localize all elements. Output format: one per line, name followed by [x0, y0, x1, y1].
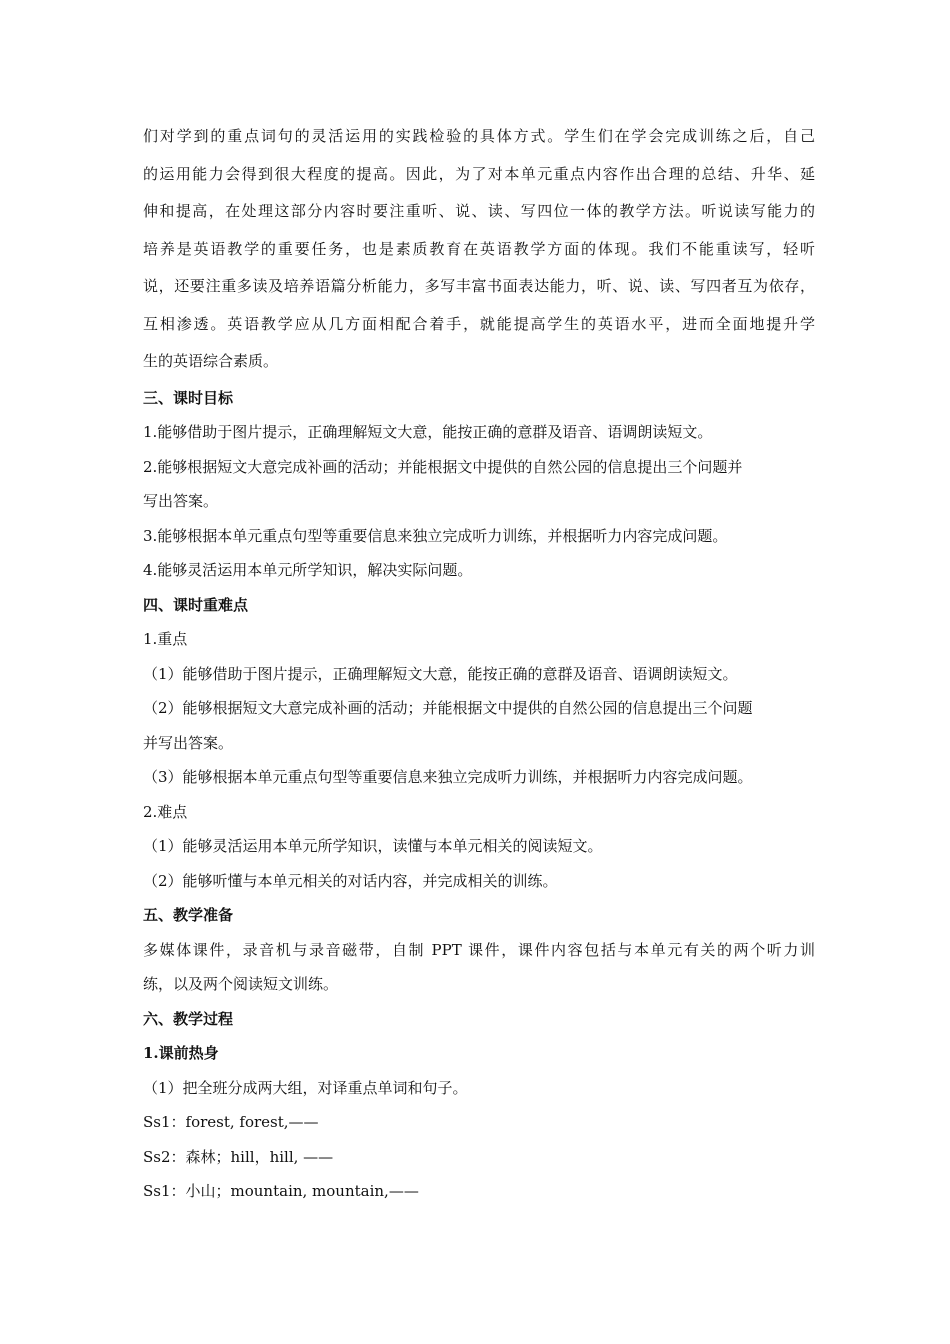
paragraph-line: 生的英语综合素质。 [143, 352, 279, 370]
difficult-points-label: 2.难点 [143, 802, 188, 821]
sub-heading: 1.课前热身 [143, 1044, 219, 1062]
section-objectives [143, 381, 815, 588]
section-preparation [143, 898, 815, 1002]
section-heading: 五、教学准备 [143, 906, 234, 924]
difficult-point-item: （2）能够听懂与本单元相关的对话内容，并完成相关的训练。 [143, 871, 558, 890]
section-heading: 三、课时目标 [143, 388, 234, 407]
preparation-line: 多媒体课件，录音机与录音磁带，自制 PPT 课件，课件内容包括与本单元有关的两个听力训 [143, 940, 815, 959]
section-heading: 六、教学过程 [143, 1009, 234, 1028]
paragraph-line: 伸和提高，在处理这部分内容时要注重听、说、读、写四位一体的教学方法。听说读写能力的 [143, 202, 815, 220]
objective-item: 1.能够借助于图片提示，正确理解短文大意，能按正确的意群及语音、语调朗读短文。 [143, 423, 713, 441]
key-point-item: （3）能够根据本单元重点句型等重要信息来独立完成听力训练，并根据听力内容完成问题。 [143, 768, 753, 786]
paragraph-line: 们对学到的重点词句的灵活运用的实践检验的具体方式。学生们在学会完成训练之后，自己 [143, 127, 815, 145]
section-heading: 四、课时重难点 [143, 595, 249, 614]
preparation-line: 练，以及两个阅读短文训练。 [143, 975, 339, 993]
objective-item: 4.能够灵活运用本单元所学知识，解决实际问题。 [143, 561, 473, 579]
paragraph-line: 互相渗透。英语教学应从几方面相配合着手，就能提高学生的英语水平，进而全面地提升学 [143, 314, 815, 333]
key-point-item: 并写出答案。 [143, 733, 234, 752]
key-point-item: （1）能够借助于图片提示，正确理解短文大意，能按正确的意群及语音、语调朗读短文。 [143, 664, 738, 683]
section-key-points [143, 588, 815, 899]
process-line: Ss2：森林；hill，hill, —— [143, 1147, 334, 1166]
section-process [143, 1002, 815, 1209]
document-body [143, 118, 815, 1209]
intro-paragraph [143, 118, 815, 381]
process-line: Ss1：小山；mountain, mountain,—— [143, 1182, 419, 1200]
difficult-point-item: （1）能够灵活运用本单元所学知识，读懂与本单元相关的阅读短文。 [143, 837, 603, 855]
process-line: （1）把全班分成两大组，对译重点单词和句子。 [143, 1078, 468, 1097]
key-points-label: 1.重点 [143, 630, 188, 648]
objective-item: 写出答案。 [143, 492, 219, 510]
process-line: Ss1：forest, forest,—— [143, 1113, 319, 1131]
key-point-item: （2）能够根据短文大意完成补画的活动；并能根据文中提供的自然公园的信息提出三个问题 [143, 699, 753, 717]
paragraph-line: 培养是英语教学的重要任务，也是素质教育在英语教学方面的体现。我们不能重读写，轻听 [143, 239, 815, 258]
objective-item: 2.能够根据短文大意完成补画的活动；并能根据文中提供的自然公园的信息提出三个问题并 [143, 457, 743, 476]
paragraph-line: 的运用能力会得到很大程度的提高。因此，为了对本单元重点内容作出合理的总结、升华、延 [143, 164, 815, 183]
objective-item: 3.能够根据本单元重点句型等重要信息来独立完成听力训练，并根据听力内容完成问题。 [143, 526, 728, 545]
paragraph-line: 说，还要注重多读及培养语篇分析能力，多写丰富书面表达能力，听、说、读、写四者互为依存， [143, 277, 815, 295]
